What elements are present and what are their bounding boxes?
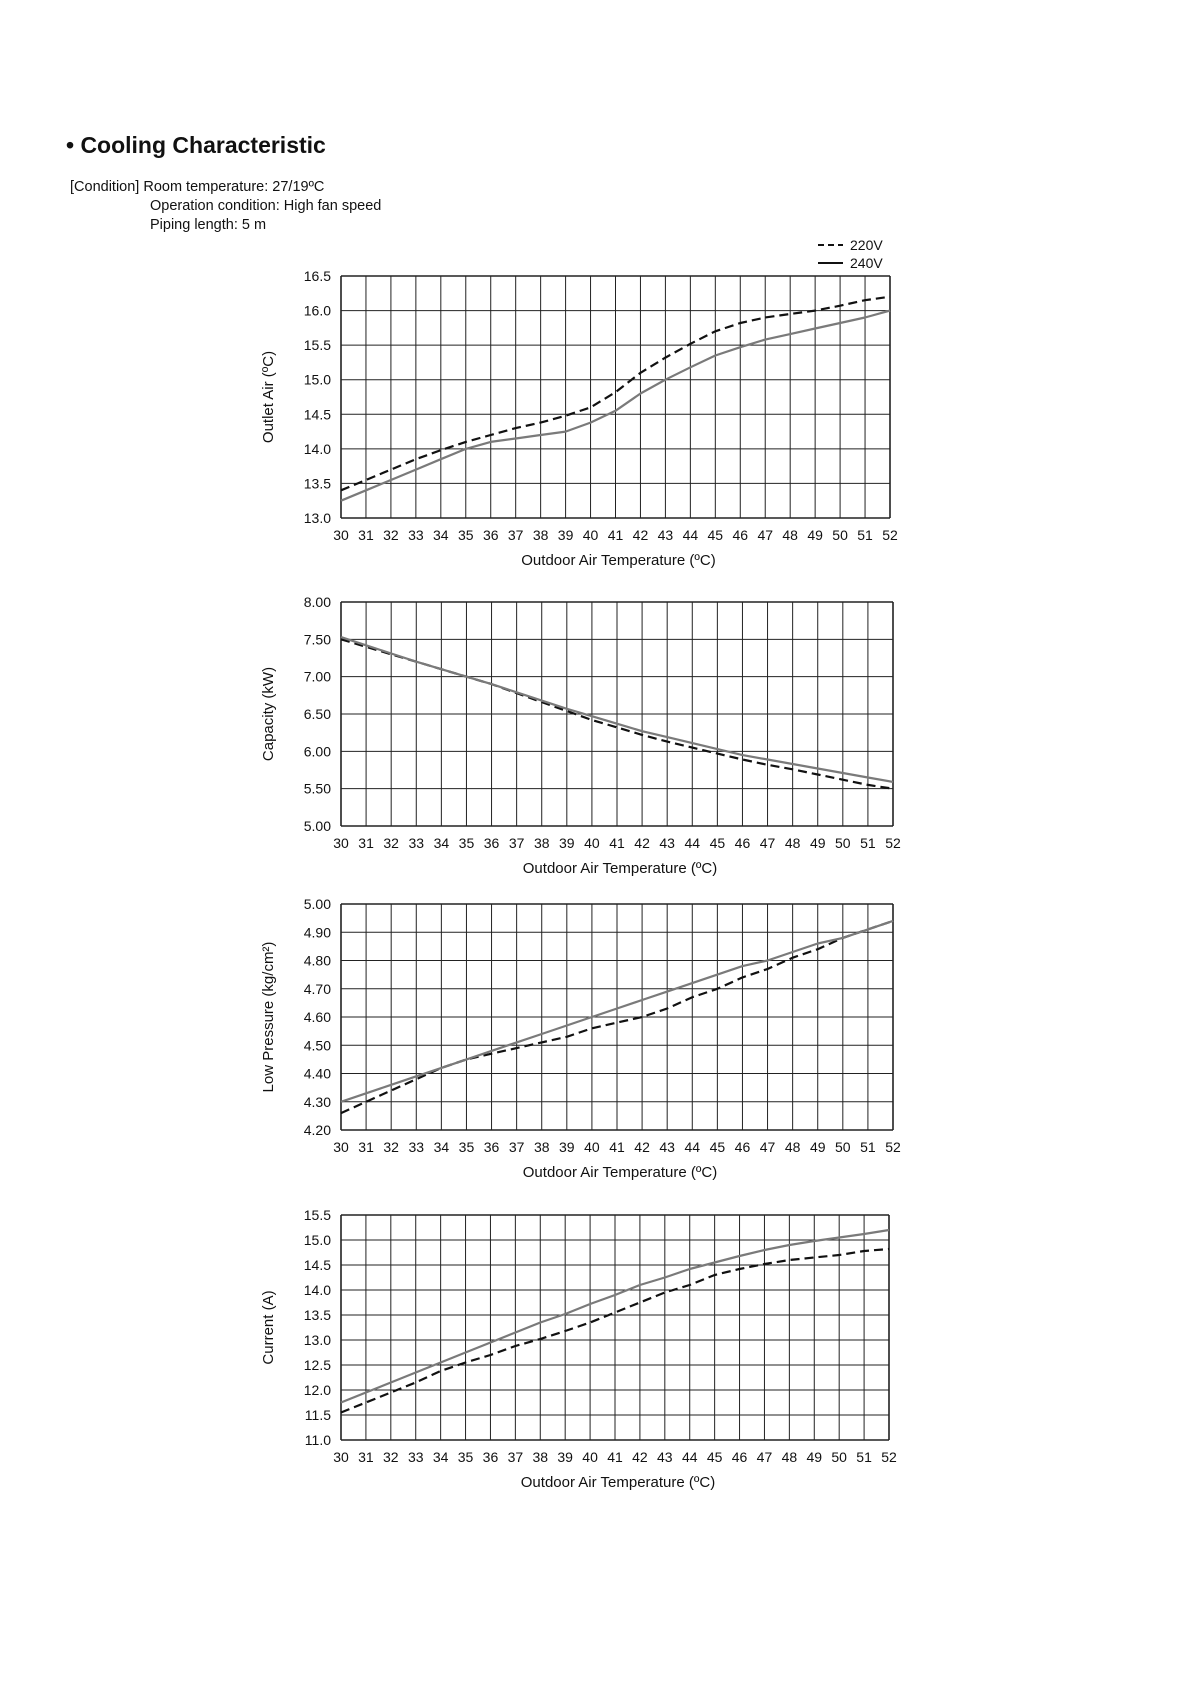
current-x-tick-label: 37 (507, 1449, 524, 1465)
current-x-tick-label: 39 (557, 1449, 573, 1465)
outlet-air-y-tick-label: 14.0 (303, 440, 331, 457)
condition-operation: Operation condition: High fan speed (150, 198, 382, 214)
outlet-air-x-axis-label: Outdoor Air Temperature (ºC) (521, 552, 716, 569)
low-pressure-x-tick-label: 34 (433, 1139, 450, 1155)
capacity-y-tick-label: 5.00 (303, 818, 331, 834)
low-pressure-y-tick-label: 4.70 (303, 980, 331, 997)
outlet-air-x-tick-label: 43 (657, 527, 674, 543)
current-y-tick-label: 12.5 (303, 1357, 331, 1373)
outlet-air-x-tick-label: 42 (632, 527, 649, 543)
capacity-x-tick-label: 50 (835, 835, 851, 851)
low-pressure-y-tick-label: 4.60 (303, 1009, 331, 1025)
capacity-y-tick-label: 6.50 (303, 706, 331, 722)
current-x-axis-label: Outdoor Air Temperature (ºC) (520, 1474, 716, 1491)
capacity-x-tick-label: 42 (634, 835, 650, 851)
current-x-tick-label: 45 (706, 1449, 723, 1465)
outlet-air-y-tick-label: 15.0 (303, 371, 331, 388)
capacity-x-tick-label: 52 (885, 835, 901, 851)
capacity-y-tick-label: 5.50 (303, 780, 331, 797)
outlet-air-y-tick-label: 14.5 (303, 406, 331, 423)
capacity-x-tick-label: 32 (383, 835, 399, 851)
low-pressure-y-tick-label: 4.80 (303, 952, 331, 969)
current-y-axis-label: Current (A) (260, 1290, 277, 1365)
outlet-air-y-tick-label: 16.0 (303, 302, 331, 319)
low-pressure-x-tick-label: 35 (458, 1139, 475, 1155)
low-pressure-x-tick-label: 42 (634, 1139, 650, 1155)
low-pressure-x-tick-label: 39 (559, 1139, 575, 1155)
low-pressure-x-tick-label: 32 (383, 1139, 399, 1155)
current-y-tick-label: 11.0 (304, 1432, 331, 1448)
outlet-air-y-tick-label: 15.5 (303, 337, 331, 354)
low-pressure-x-tick-label: 40 (584, 1139, 600, 1155)
capacity-y-tick-label: 6.00 (303, 743, 331, 760)
capacity-x-tick-label: 34 (433, 835, 450, 851)
current-x-tick-label: 31 (358, 1449, 374, 1465)
capacity-x-tick-label: 33 (408, 835, 425, 851)
capacity-x-tick-label: 31 (358, 835, 374, 851)
current-y-tick-label: 14.0 (303, 1282, 331, 1298)
current-x-tick-label: 40 (582, 1449, 598, 1465)
current-x-tick-label: 32 (383, 1449, 399, 1465)
low-pressure-x-axis-label: Outdoor Air Temperature (ºC) (522, 1164, 718, 1181)
current-x-tick-label: 42 (632, 1449, 648, 1465)
outlet-air-x-tick-label: 39 (557, 527, 574, 543)
low-pressure-x-tick-label: 38 (533, 1139, 550, 1155)
outlet-air-x-tick-label: 34 (433, 527, 449, 543)
outlet-air-y-axis-label: Outlet Air (ºC) (260, 350, 277, 444)
outlet-air-x-tick-label: 47 (757, 527, 774, 543)
low-pressure-x-tick-label: 33 (408, 1139, 425, 1155)
current-x-tick-label: 48 (781, 1449, 798, 1465)
capacity-y-tick-label: 7.00 (303, 668, 331, 685)
current-x-tick-label: 43 (657, 1449, 673, 1465)
current-y-tick-label: 11.5 (304, 1407, 331, 1423)
low-pressure-y-tick-label: 4.20 (303, 1122, 331, 1138)
capacity-x-tick-label: 30 (333, 835, 349, 851)
condition-piping-length: Piping length: 5 m (150, 217, 267, 233)
current-x-tick-label: 50 (831, 1449, 847, 1465)
legend-220v-label: 220V (850, 237, 883, 253)
low-pressure-x-tick-label: 44 (684, 1139, 701, 1155)
outlet-air-y-tick-label: 13.0 (303, 510, 331, 526)
current-y-tick-label: 14.5 (303, 1257, 331, 1273)
current-y-tick-label: 13.5 (303, 1307, 331, 1323)
capacity-x-tick-label: 43 (659, 835, 675, 851)
capacity-x-tick-label: 48 (784, 835, 801, 851)
low-pressure-y-axis-label: Low Pressure (kg/cm²) (260, 941, 277, 1093)
current-x-tick-label: 35 (457, 1449, 474, 1465)
page-title: • Cooling Characteristic (66, 132, 326, 158)
capacity-x-axis-label: Outdoor Air Temperature (ºC) (522, 860, 718, 877)
current-x-tick-label: 47 (756, 1449, 773, 1465)
low-pressure-y-tick-label: 5.00 (303, 896, 331, 912)
outlet-air-x-tick-label: 52 (882, 527, 898, 543)
outlet-air-x-tick-label: 32 (383, 527, 399, 543)
low-pressure-chart (260, 896, 901, 1181)
outlet-air-x-tick-label: 31 (358, 527, 374, 543)
outlet-air-x-tick-label: 46 (732, 527, 749, 543)
capacity-x-tick-label: 39 (559, 835, 575, 851)
low-pressure-x-tick-label: 41 (609, 1139, 625, 1155)
capacity-x-tick-label: 51 (860, 835, 876, 851)
current-x-tick-label: 52 (881, 1449, 897, 1465)
low-pressure-x-tick-label: 30 (333, 1139, 349, 1155)
outlet-air-x-tick-label: 37 (507, 527, 524, 543)
low-pressure-x-tick-label: 43 (659, 1139, 675, 1155)
low-pressure-y-tick-label: 4.90 (303, 924, 331, 941)
capacity-x-tick-label: 49 (809, 835, 826, 851)
current-x-tick-label: 34 (432, 1449, 449, 1465)
outlet-air-x-tick-label: 36 (482, 527, 499, 543)
condition-room-temperature: [Condition] Room temperature: 27/19ºC (70, 179, 325, 195)
current-x-tick-label: 30 (333, 1449, 349, 1465)
current-x-tick-label: 38 (532, 1449, 549, 1465)
outlet-air-x-tick-label: 35 (457, 527, 474, 543)
outlet-air-x-tick-label: 49 (807, 527, 823, 543)
current-x-tick-label: 49 (806, 1449, 823, 1465)
outlet-air-y-tick-label: 13.5 (303, 475, 331, 492)
capacity-chart (260, 594, 901, 877)
outlet-air-x-tick-label: 48 (782, 527, 798, 543)
low-pressure-x-tick-label: 49 (809, 1139, 826, 1155)
low-pressure-x-tick-label: 50 (835, 1139, 851, 1155)
legend-240v-label: 240V (850, 255, 883, 271)
outlet-air-x-tick-label: 40 (582, 527, 599, 543)
current-y-tick-label: 13.0 (303, 1332, 331, 1348)
outlet-air-chart (260, 268, 898, 569)
current-y-tick-label: 15.5 (303, 1207, 331, 1223)
current-x-tick-label: 44 (681, 1449, 698, 1465)
outlet-air-x-tick-label: 45 (707, 527, 724, 543)
outlet-air-y-tick-label: 16.5 (303, 268, 331, 284)
capacity-x-tick-label: 36 (483, 835, 500, 851)
low-pressure-x-tick-label: 52 (885, 1139, 901, 1155)
outlet-air-x-tick-label: 44 (682, 527, 699, 543)
legend (818, 237, 883, 271)
outlet-air-x-tick-label: 33 (408, 527, 424, 543)
capacity-x-tick-label: 41 (609, 835, 625, 851)
current-x-tick-label: 41 (607, 1449, 623, 1465)
current-x-tick-label: 33 (407, 1449, 424, 1465)
outlet-air-x-tick-label: 50 (832, 527, 848, 543)
low-pressure-x-tick-label: 48 (784, 1139, 801, 1155)
capacity-y-tick-label: 7.50 (303, 631, 331, 648)
capacity-x-tick-label: 47 (759, 835, 776, 851)
low-pressure-y-tick-label: 4.40 (303, 1065, 331, 1082)
current-x-tick-label: 46 (731, 1449, 748, 1465)
capacity-y-tick-label: 8.00 (303, 594, 331, 610)
current-y-tick-label: 15.0 (303, 1232, 331, 1248)
outlet-air-x-tick-label: 38 (532, 527, 549, 543)
current-chart (260, 1207, 897, 1491)
low-pressure-y-tick-label: 4.30 (303, 1093, 331, 1110)
outlet-air-x-tick-label: 41 (607, 527, 624, 543)
current-y-tick-label: 12.0 (303, 1382, 331, 1398)
outlet-air-x-tick-label: 30 (333, 527, 349, 543)
capacity-x-tick-label: 35 (458, 835, 475, 851)
capacity-x-tick-label: 46 (734, 835, 751, 851)
current-x-tick-label: 36 (482, 1449, 499, 1465)
current-x-tick-label: 51 (856, 1449, 872, 1465)
low-pressure-x-tick-label: 47 (759, 1139, 776, 1155)
capacity-x-tick-label: 45 (709, 835, 726, 851)
outlet-air-x-tick-label: 51 (857, 527, 873, 543)
low-pressure-y-tick-label: 4.50 (303, 1037, 331, 1054)
capacity-x-tick-label: 38 (533, 835, 550, 851)
capacity-y-axis-label: Capacity (kW) (260, 666, 277, 762)
low-pressure-x-tick-label: 46 (734, 1139, 751, 1155)
low-pressure-x-tick-label: 36 (483, 1139, 500, 1155)
capacity-x-tick-label: 44 (684, 835, 701, 851)
low-pressure-x-tick-label: 31 (358, 1139, 374, 1155)
low-pressure-x-tick-label: 45 (709, 1139, 726, 1155)
low-pressure-x-tick-label: 37 (508, 1139, 525, 1155)
capacity-x-tick-label: 37 (508, 835, 525, 851)
capacity-x-tick-label: 40 (584, 835, 600, 851)
low-pressure-x-tick-label: 51 (860, 1139, 876, 1155)
